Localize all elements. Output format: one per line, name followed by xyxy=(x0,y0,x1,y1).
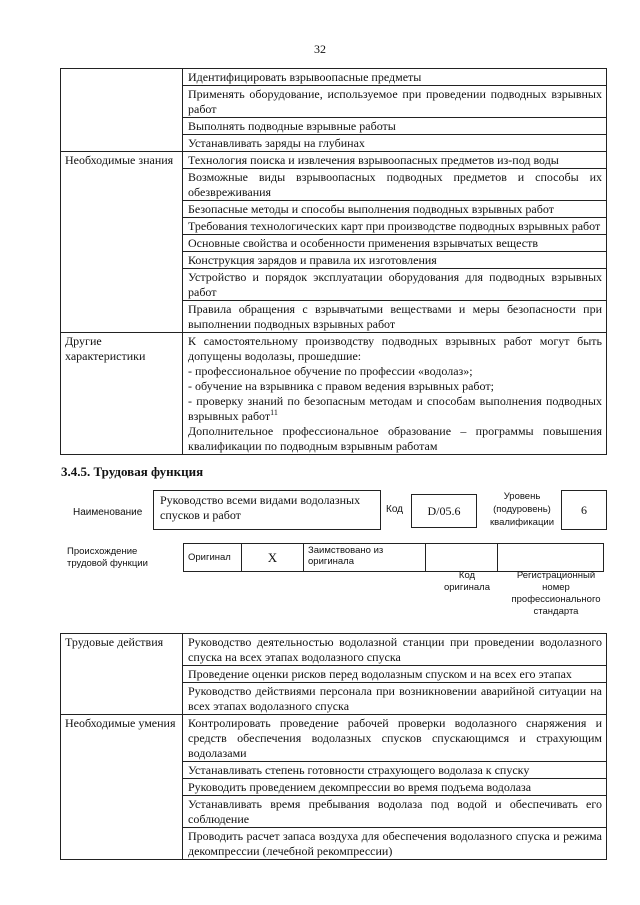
level-box: 6 xyxy=(561,490,607,530)
table-row xyxy=(61,715,607,762)
table-cell: Руководство действиями персонала при возникновении аварийной ситуации на всех этапах водолазного спуска xyxy=(183,683,607,715)
table-cell: Конструкция зарядов и правила их изготовления xyxy=(183,252,607,269)
table-row xyxy=(61,333,607,455)
table-cell: Идентифицировать взрывоопасные предметы xyxy=(183,69,607,86)
row-label xyxy=(61,69,183,152)
other-line: - профессиональное обучение по профессии «водолаз»; xyxy=(188,364,473,378)
footnote-marker: 11 xyxy=(270,408,278,417)
row-label-actions: Трудовые действия xyxy=(61,634,183,715)
table-cell: Правила обращения с взрывчатыми веществами и меры безопасности при выполнении подводных взрывных работ xyxy=(183,301,607,333)
other-line: К самостоятельному производству подводных взрывных работ могут быть допущены водолазы, прошедшие: xyxy=(188,334,602,363)
table-cell: Устанавливать степень готовности страхующего водолаза к спуску xyxy=(183,762,607,779)
table-cell: Применять оборудование, используемое при проведении подводных взрывных работ xyxy=(183,86,607,118)
page-number: 32 xyxy=(314,42,326,56)
original-label: Оригинал xyxy=(184,544,242,572)
top-requirements-table xyxy=(60,68,607,455)
table-cell: Выполнять подводные взрывные работы xyxy=(183,118,607,135)
row-label-knowledge: Необходимые знания xyxy=(61,152,183,333)
table-cell: Основные свойства и особенности применения взрывчатых веществ xyxy=(183,235,607,252)
table-row xyxy=(61,634,607,666)
other-line: - обучение на взрывника с правом ведения взрывных работ; xyxy=(188,379,494,393)
original-mark: X xyxy=(242,544,304,572)
table-cell: Руководить проведением декомпрессии во время подъема водолаза xyxy=(183,779,607,796)
table-cell: Контролировать проведение рабочей проверки водолазного снаряжения и средств обеспечения водолазных спусков спускающимся и страхующим водолазами xyxy=(183,715,607,762)
table-cell: Требования технологических карт при производстве подводных взрывных работ xyxy=(183,218,607,235)
table-row xyxy=(61,152,607,169)
other-line-text: - проверку знаний по безопасным методам и способам выполнения подводных взрывных работ xyxy=(188,394,602,423)
level-label: Уровень (подуровень) квалификации xyxy=(489,491,555,528)
function-code-box: D/05.6 xyxy=(411,494,477,528)
table-cell: Технология поиска и извлечения взрывоопасных предметов из-под воды xyxy=(183,152,607,169)
table-cell: Руководство деятельностью водолазной станции при проведении водолазного спуска на всех этапах водолазного спуска xyxy=(183,634,607,666)
table-cell: Безопасные методы и способы выполнения подводных взрывных работ xyxy=(183,201,607,218)
original-code-caption: Код оригинала xyxy=(443,570,490,593)
table-cell: Устройство и порядок эксплуатации оборудования для подводных взрывных работ xyxy=(183,269,607,301)
borrowed-label: Заимствовано из оригинала xyxy=(304,544,426,572)
original-code-cell xyxy=(426,544,498,572)
row-label-other: Другие характеристики xyxy=(61,333,183,455)
other-line xyxy=(188,394,602,424)
table-cell: Возможные виды взрывоопасных подводных предметов и способы их обезвреживания xyxy=(183,169,607,201)
section-title: 3.4.5. Трудовая функция xyxy=(61,464,204,479)
registration-number-cell xyxy=(498,544,604,572)
code-label: Код xyxy=(386,504,404,515)
name-label: Наименование xyxy=(73,507,143,518)
function-name-box: Руководство всеми видами водолазных спусков и работ xyxy=(153,490,381,530)
registration-caption: Регистрационный номер профессионального стандарта xyxy=(511,570,601,617)
table-cell: Устанавливать время пребывания водолаза под водой и обеспечивать его соблюдение xyxy=(183,796,607,828)
table-cell: Устанавливать заряды на глубинах xyxy=(183,135,607,152)
row-label-skills: Необходимые умения xyxy=(61,715,183,860)
other-characteristics-cell xyxy=(183,333,607,455)
table-cell: Проводить расчет запаса воздуха для обеспечения водолазного спуска и режима декомпрессии (лечебной рекомпрессии) xyxy=(183,828,607,860)
other-line: Дополнительное профессиональное образование – программы повышения квалификации по подводным взрывным работам xyxy=(188,424,602,453)
origin-label: Происхождение трудовой функции xyxy=(67,546,148,569)
table-row xyxy=(61,69,607,86)
origin-table xyxy=(183,543,604,572)
labor-function-table xyxy=(60,633,607,860)
table-cell: Проведение оценки рисков перед водолазным спуском и на всех его этапах xyxy=(183,666,607,683)
